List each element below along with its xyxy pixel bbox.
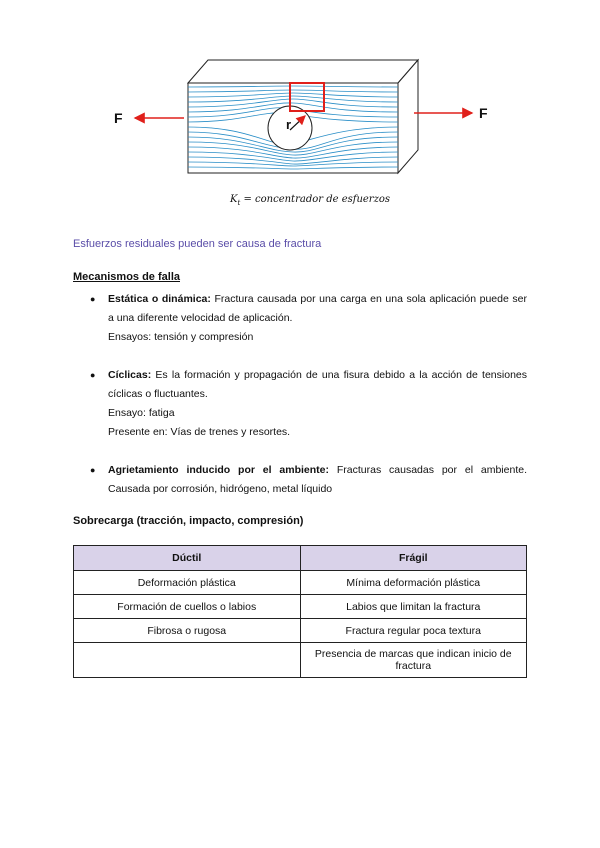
block-top-face <box>188 60 418 83</box>
table-header-cell: Dúctil <box>74 546 301 571</box>
radius-label: r <box>286 117 292 132</box>
force-label-left: F <box>114 110 123 126</box>
table-row <box>74 619 527 643</box>
stress-concentration-figure <box>100 48 520 183</box>
item-text: Fracturas causadas por el ambiente. Causada por corrosión, hidrógeno, metal líquido <box>108 464 527 495</box>
item-extra: Ensayo: fatiga <box>108 407 175 419</box>
table-header-row <box>74 546 527 571</box>
overload-heading: Sobrecarga (tracción, impacto, compresión) <box>73 515 304 527</box>
table-cell: Deformación plástica <box>74 571 301 595</box>
table-row <box>74 595 527 619</box>
table-cell: Fibrosa o rugosa <box>74 619 301 643</box>
ductile-fragile-table <box>73 545 527 678</box>
residual-stress-note: Esfuerzos residuales pueden ser causa de fractura <box>73 238 322 250</box>
bullet-icon: ● <box>90 294 96 304</box>
bullet-icon: ● <box>90 370 96 380</box>
table-cell: Fractura regular poca textura <box>300 619 527 643</box>
item-label: Agrietamiento inducido por el ambiente: <box>108 464 329 476</box>
table-header-cell: Frágil <box>300 546 527 571</box>
table-cell <box>74 643 301 678</box>
item-extra: Presente en: Vías de trenes y resortes. <box>108 426 291 438</box>
item-label: Cíclicas: <box>108 369 152 381</box>
bullet-icon: ● <box>90 465 96 475</box>
item-text: Es la formación y propagación de una fisura debido a la acción de tensiones cíclicas o fluctuantes. <box>108 369 527 400</box>
item-text: Fractura causada por una carga en una sola aplicación puede ser a una diferente velocidad de aplicación. <box>108 293 527 324</box>
list-item <box>90 461 527 499</box>
table-cell: Mínima deformación plástica <box>300 571 527 595</box>
mechanisms-heading: Mecanismos de falla <box>73 271 180 283</box>
table-row <box>74 643 527 678</box>
list-item <box>90 366 527 442</box>
table-cell: Presencia de marcas que indican inicio de fractura <box>300 643 527 678</box>
table-cell: Labios que limitan la fractura <box>300 595 527 619</box>
stress-concentration-formula: $K_t$ = concentrador de esfuerzos <box>229 194 391 207</box>
item-label: Estática o dinámica: <box>108 293 211 305</box>
item-extra: Ensayos: tensión y compresión <box>108 331 254 343</box>
list-item <box>90 290 527 347</box>
table-cell: Formación de cuellos o labios <box>74 595 301 619</box>
table-row <box>74 571 527 595</box>
force-label-right: F <box>479 105 488 121</box>
